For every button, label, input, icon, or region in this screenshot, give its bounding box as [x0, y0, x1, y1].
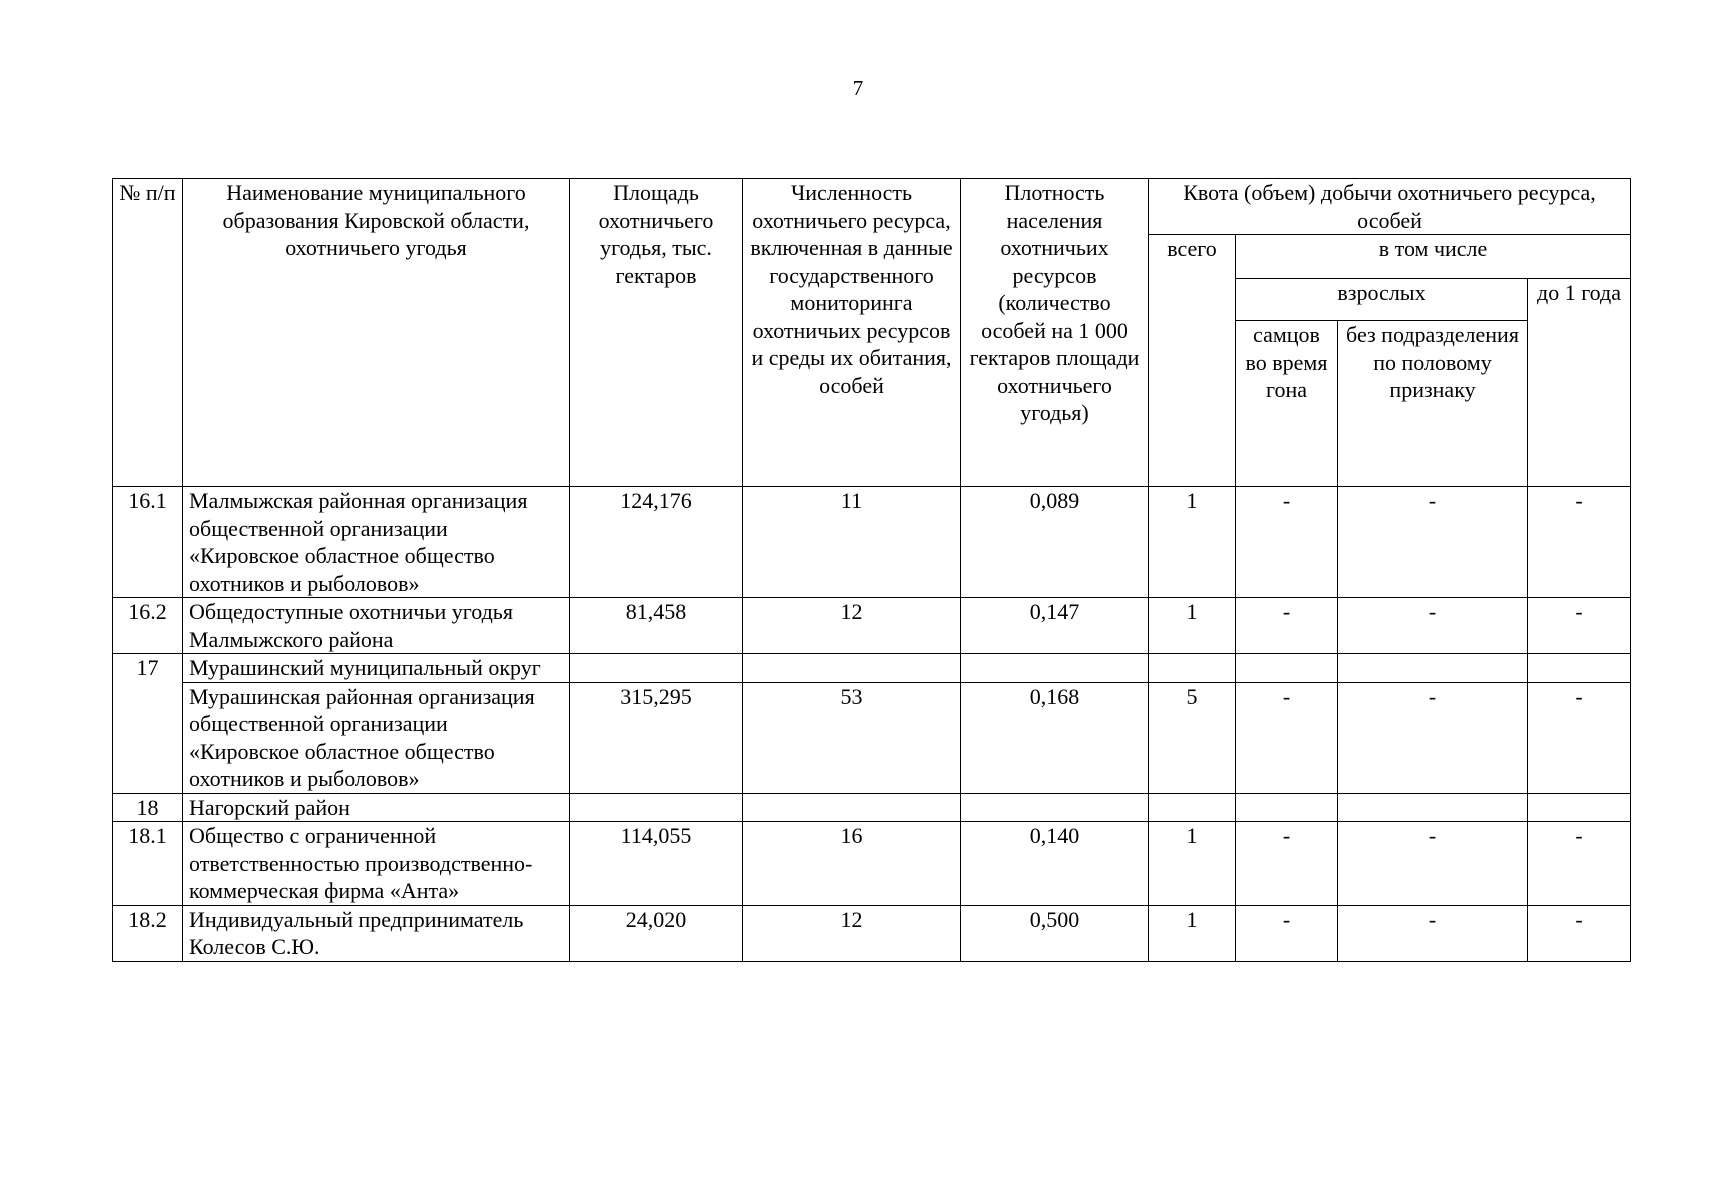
table-row — [113, 822, 1631, 906]
row-density — [961, 654, 1149, 683]
row-area: 114,055 — [570, 822, 743, 906]
row-males: - — [1236, 598, 1338, 654]
row-density: 0,168 — [961, 682, 1149, 793]
row-num: 16.2 — [113, 598, 183, 654]
table-row — [113, 905, 1631, 961]
header-no-sex-division: без подразделения по половому признаку — [1338, 321, 1528, 487]
row-under1: - — [1528, 487, 1631, 598]
row-count: 53 — [743, 682, 961, 793]
header-including: в том числе — [1236, 235, 1631, 279]
row-name: Общество с ограниченной ответственностью производственно-коммерческая фирма «Анта» — [183, 822, 570, 906]
quota-table — [112, 178, 1631, 962]
row-total — [1149, 793, 1236, 822]
row-density — [961, 793, 1149, 822]
row-count: 11 — [743, 487, 961, 598]
row-total: 1 — [1149, 487, 1236, 598]
row-under1 — [1528, 654, 1631, 683]
header-num: № п/п — [113, 179, 183, 487]
header-quota: Квота (объем) добычи охотничьего ресурса, особей — [1149, 179, 1631, 235]
row-name: Мурашинская районная организация общественной организации «Кировское областное общество охотников и рыболовов» — [183, 682, 570, 793]
row-nosex — [1338, 793, 1528, 822]
row-under1: - — [1528, 682, 1631, 793]
row-name: Мурашинский муниципальный округ — [183, 654, 570, 683]
row-num: 18.1 — [113, 822, 183, 906]
row-area: 81,458 — [570, 598, 743, 654]
row-count: 12 — [743, 905, 961, 961]
row-total: 1 — [1149, 598, 1236, 654]
row-under1: - — [1528, 598, 1631, 654]
table-row — [113, 654, 1631, 683]
row-nosex — [1338, 654, 1528, 683]
row-density: 0,089 — [961, 487, 1149, 598]
header-density: Плотность населения охотничьих ресурсов (количество особей на 1 000 гектаров площади охотничьего угодья) — [961, 179, 1149, 487]
row-num: 17 — [113, 654, 183, 794]
row-density: 0,147 — [961, 598, 1149, 654]
header-under1: до 1 года — [1528, 279, 1631, 487]
header-count: Численность охотничьего ресурса, включенная в данные государственного мониторинга охотничьих ресурсов и среды их обитания, особей — [743, 179, 961, 487]
page-number: 7 — [852, 76, 864, 100]
row-num: 18 — [113, 793, 183, 822]
row-under1: - — [1528, 822, 1631, 906]
row-under1: - — [1528, 905, 1631, 961]
row-name: Общедоступные охотничьи угодья Малмыжского района — [183, 598, 570, 654]
table-row — [113, 598, 1631, 654]
row-name: Малмыжская районная организация общественной организации «Кировское областное общество охотников и рыболовов» — [183, 487, 570, 598]
row-males: - — [1236, 905, 1338, 961]
row-males: - — [1236, 822, 1338, 906]
row-males — [1236, 793, 1338, 822]
table-body — [113, 487, 1631, 962]
row-total: 5 — [1149, 682, 1236, 793]
table-header — [113, 179, 1631, 487]
row-density: 0,500 — [961, 905, 1149, 961]
row-nosex: - — [1338, 822, 1528, 906]
row-total: 1 — [1149, 905, 1236, 961]
row-area: 124,176 — [570, 487, 743, 598]
row-nosex: - — [1338, 682, 1528, 793]
row-count: 12 — [743, 598, 961, 654]
header-males-rut: самцов во время гона — [1236, 321, 1338, 487]
table-row — [113, 487, 1631, 598]
row-density: 0,140 — [961, 822, 1149, 906]
row-name: Нагорский район — [183, 793, 570, 822]
row-num: 16.1 — [113, 487, 183, 598]
row-males — [1236, 654, 1338, 683]
row-nosex: - — [1338, 905, 1528, 961]
row-total: 1 — [1149, 822, 1236, 906]
row-count — [743, 793, 961, 822]
row-area: 24,020 — [570, 905, 743, 961]
header-adults: взрослых — [1236, 279, 1528, 321]
row-count: 16 — [743, 822, 961, 906]
row-nosex: - — [1338, 487, 1528, 598]
row-area — [570, 793, 743, 822]
header-area: Площадь охотничьего угодья, тыс. гектаров — [570, 179, 743, 487]
header-name: Наименование муниципального образования Кировской области, охотничьего угодья — [183, 179, 570, 487]
row-area: 315,295 — [570, 682, 743, 793]
row-name: Индивидуальный предприниматель Колесов С.Ю. — [183, 905, 570, 961]
row-area — [570, 654, 743, 683]
row-count — [743, 654, 961, 683]
row-total — [1149, 654, 1236, 683]
header-total: всего — [1149, 235, 1236, 487]
row-num: 18.2 — [113, 905, 183, 961]
row-males: - — [1236, 487, 1338, 598]
row-nosex: - — [1338, 598, 1528, 654]
row-under1 — [1528, 793, 1631, 822]
table-row — [113, 793, 1631, 822]
row-males: - — [1236, 682, 1338, 793]
table-row — [113, 682, 1631, 793]
